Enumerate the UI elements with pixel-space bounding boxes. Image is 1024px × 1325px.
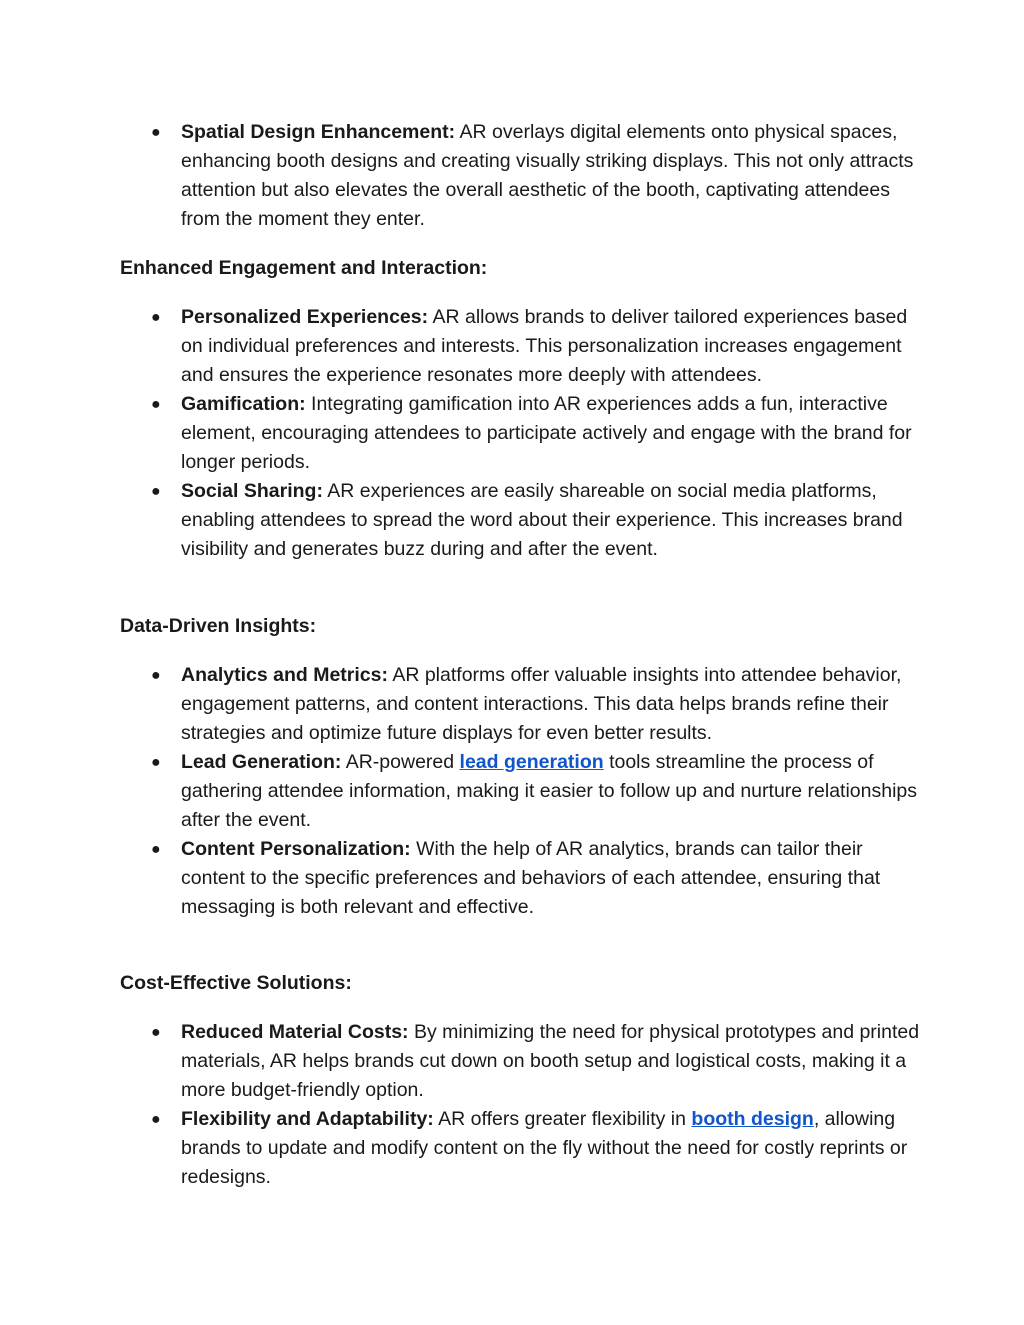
list-item bbox=[0, 661, 1024, 748]
bullet-icon: ● bbox=[151, 754, 161, 771]
item-text: AR experiences are easily shareable on social media platforms, enabling attendees to spread the word about their experience. This increases brand visibility and generates buzz during and after the event. bbox=[181, 480, 903, 560]
list-item bbox=[0, 748, 1024, 835]
section-heading-engagement: Enhanced Engagement and Interaction: bbox=[120, 257, 488, 279]
bullet-icon: ● bbox=[151, 483, 161, 500]
bullet-icon: ● bbox=[151, 841, 161, 858]
list-item bbox=[0, 1105, 1024, 1192]
bullet-icon: ● bbox=[151, 1111, 161, 1128]
item-text: , allowing brands to update and modify content on the fly without the need for costly reprints or redesigns. bbox=[181, 1108, 908, 1188]
list-item bbox=[0, 1018, 1024, 1105]
cost-effective-bullet-list bbox=[0, 1018, 1024, 1192]
bullet-icon: ● bbox=[151, 396, 161, 413]
item-term: Flexibility and Adaptability: bbox=[181, 1108, 434, 1130]
lead-generation-link[interactable]: lead generation bbox=[459, 751, 604, 773]
list-item bbox=[0, 835, 1024, 922]
data-insights-bullet-list bbox=[0, 661, 1024, 922]
item-text: AR-powered bbox=[341, 751, 460, 773]
item-term: Gamification: bbox=[181, 393, 306, 415]
item-term: Lead Generation: bbox=[181, 751, 342, 773]
item-text: By minimizing the need for physical prototypes and printed materials, AR helps brands cut down on booth setup and logistical costs, making it a more budget-friendly option. bbox=[181, 1021, 920, 1101]
item-term: Reduced Material Costs: bbox=[181, 1021, 409, 1043]
list-item bbox=[0, 118, 1024, 234]
engagement-bullet-list bbox=[0, 303, 1024, 564]
item-term: Content Personalization: bbox=[181, 838, 411, 860]
item-text: AR allows brands to deliver tailored experiences based on individual preferences and interests. This personalization increases engagement and ensures the experience resonates more deeply with attendees. bbox=[181, 306, 908, 386]
item-text: AR platforms offer valuable insights into attendee behavior, engagement patterns, and content interactions. This data helps brands refine their strategies and optimize future displays for even better results. bbox=[181, 664, 902, 744]
item-text: AR offers greater flexibility in bbox=[433, 1108, 692, 1130]
intro-bullet-list bbox=[0, 118, 1024, 234]
item-term: Analytics and Metrics: bbox=[181, 664, 388, 686]
bullet-icon: ● bbox=[151, 1024, 161, 1041]
item-text: Integrating gamification into AR experiences adds a fun, interactive element, encouraging attendees to participate actively and engage with the brand for longer periods. bbox=[181, 393, 912, 473]
bullet-icon: ● bbox=[151, 309, 161, 326]
item-text: With the help of AR analytics, brands can tailor their content to the specific preferences and behaviors of each attendee, ensuring that messaging is both relevant and effective. bbox=[181, 838, 881, 918]
section-heading-data-insights: Data-Driven Insights: bbox=[120, 615, 317, 637]
list-item bbox=[0, 477, 1024, 564]
bullet-icon: ● bbox=[151, 667, 161, 684]
item-term: Spatial Design Enhancement: bbox=[181, 121, 456, 143]
section-heading-cost-effective: Cost-Effective Solutions: bbox=[120, 972, 352, 994]
item-term: Social Sharing: bbox=[181, 480, 323, 502]
list-item bbox=[0, 303, 1024, 390]
item-term: Personalized Experiences: bbox=[181, 306, 429, 328]
item-text: AR overlays digital elements onto physical spaces, enhancing booth designs and creating visually striking displays. This not only attracts attention but also elevates the overall aesthetic of the booth, captivating attendees from the moment they enter. bbox=[181, 121, 914, 230]
item-text: tools streamline the process of gathering attendee information, making it easier to follow up and nurture relationships after the event. bbox=[181, 751, 918, 831]
bullet-icon: ● bbox=[151, 124, 161, 141]
booth-design-link[interactable]: booth design bbox=[691, 1108, 814, 1130]
list-item bbox=[0, 390, 1024, 477]
